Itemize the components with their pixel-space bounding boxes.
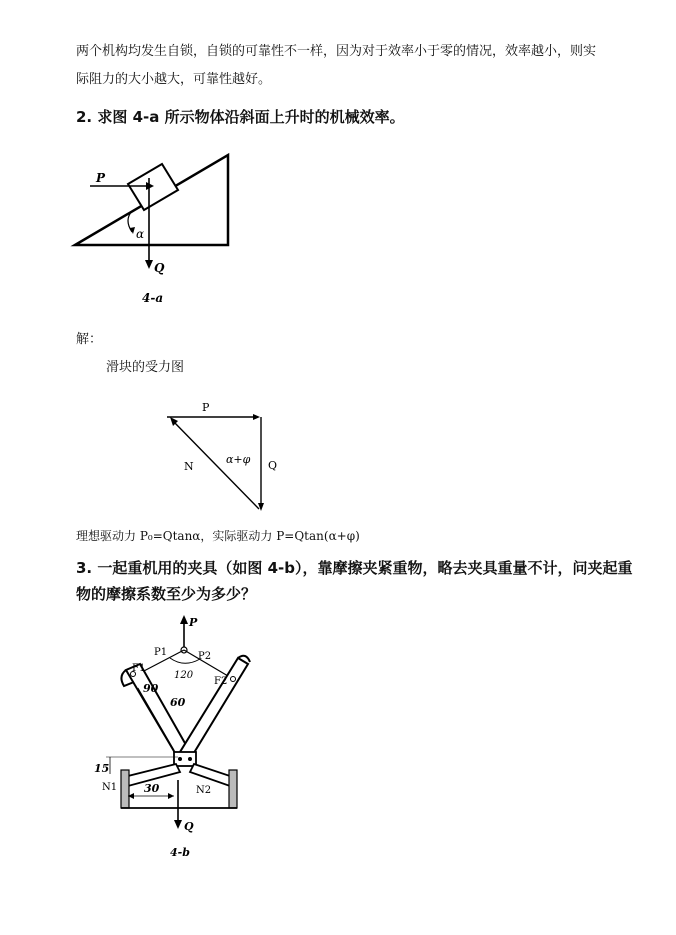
triangle-label-angle: α+φ <box>226 453 251 466</box>
figure-4b-caption: 4-b <box>170 846 190 859</box>
label-p1: P1 <box>154 647 168 658</box>
right-jaw <box>190 764 230 786</box>
box-right-wall <box>229 770 237 808</box>
vector-q-arrowhead <box>258 503 264 511</box>
right-arm-pivot <box>231 677 236 682</box>
triangle-label-p: P <box>202 401 210 414</box>
force-q-arrowhead <box>174 820 182 829</box>
force-q-arrowhead <box>145 260 153 269</box>
force-p-arrowhead <box>180 615 188 624</box>
dim-30-arrow-right <box>168 793 174 799</box>
label-q: Q <box>154 261 165 275</box>
force-diagram-title: 滑块的受力图 <box>106 360 185 375</box>
label-p: P <box>189 616 198 629</box>
question-2-heading: 2. 求图 4-a 所示物体沿斜面上升时的机械效率。 <box>76 108 405 126</box>
label-f1: F1 <box>132 663 146 674</box>
figure-4a-caption: 4-a <box>142 291 164 305</box>
figure-4b <box>88 612 268 867</box>
question-3-heading-line-1: 3. 一起重机用的夹具（如图 4-b），靠摩擦夹紧重物，略去夹具重量不计，问夹起重 <box>76 559 633 577</box>
label-dim-30: 30 <box>144 782 160 795</box>
force-triangle-diagram <box>150 395 290 520</box>
result-formula: 理想驱动力 P₀=Qtanα，实际驱动力 P=Qtan(α+φ) <box>76 529 360 543</box>
triangle-label-q: Q <box>268 459 278 472</box>
angle-120-arc <box>170 658 200 663</box>
hinge-pin-right <box>188 757 192 761</box>
question-3-heading-line-2: 物的摩擦系数至少为多少？ <box>76 585 257 603</box>
label-dim-15: 15 <box>94 762 110 775</box>
label-angle-120: 120 <box>174 670 194 681</box>
intro-line-1: 两个机构均发生自锁，自锁的可靠性不一样，因为对于效率小于零的情况，效率越小，则实 <box>76 44 597 59</box>
label-p2: P2 <box>198 651 212 662</box>
solution-label: 解： <box>76 332 103 347</box>
triangle-label-n: N <box>184 460 194 473</box>
label-angle-90: 90 <box>143 682 159 695</box>
label-n2: N2 <box>196 785 212 796</box>
label-p: P <box>96 171 106 185</box>
slider-block <box>128 164 178 210</box>
label-f2: F2 <box>214 676 228 687</box>
label-alpha: α <box>136 227 145 241</box>
figure-4a <box>60 140 260 315</box>
label-q: Q <box>184 820 194 833</box>
label-n1: N1 <box>102 782 118 793</box>
box-left-wall <box>121 770 129 808</box>
central-hinge <box>174 752 196 766</box>
hinge-pin-left <box>178 757 182 761</box>
vector-p-arrowhead <box>253 414 260 420</box>
label-dim-60: 60 <box>170 696 186 709</box>
intro-line-2: 际阻力的大小越大，可靠性越好。 <box>76 72 272 87</box>
